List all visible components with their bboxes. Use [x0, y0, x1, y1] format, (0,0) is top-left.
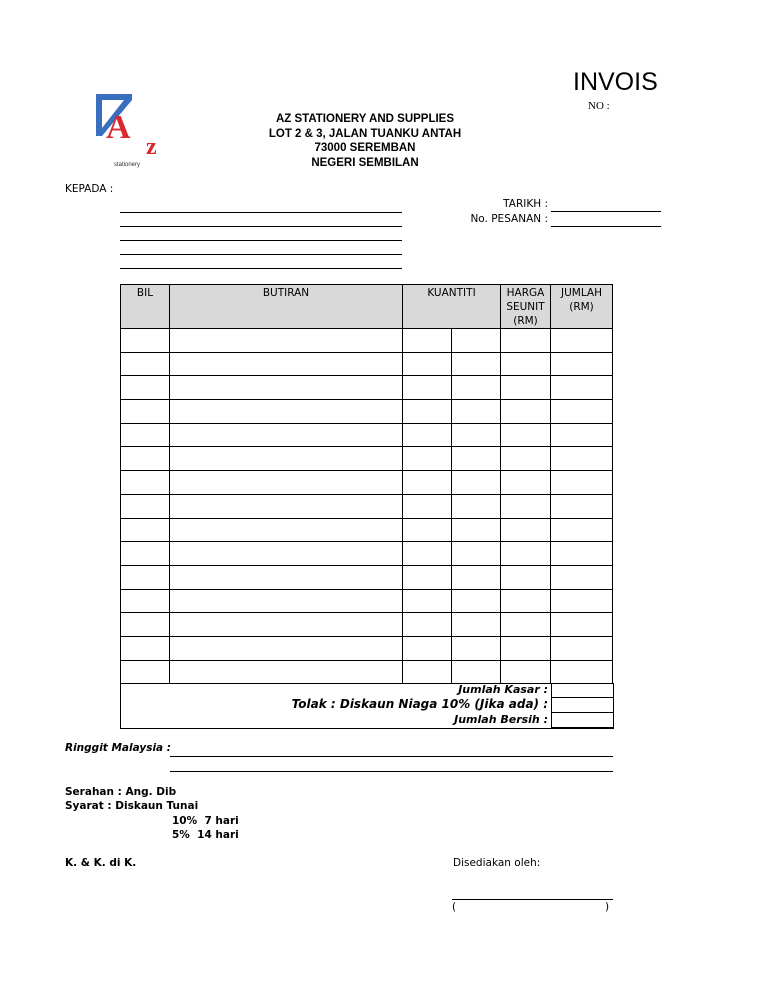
items-table — [120, 284, 613, 684]
cell-bil[interactable] — [121, 542, 170, 566]
table-row — [121, 329, 613, 353]
table-row — [121, 376, 613, 400]
table-row — [121, 613, 613, 637]
table-row — [121, 589, 613, 613]
ringgit-field[interactable] — [170, 756, 613, 757]
cell-total[interactable] — [551, 589, 613, 613]
cell-butiran[interactable] — [170, 636, 403, 660]
cell-butiran[interactable] — [170, 352, 403, 376]
cell-unit[interactable] — [452, 447, 501, 471]
cell-unit-price[interactable] — [501, 589, 551, 613]
header-bil: BIL — [121, 285, 170, 329]
cell-bil[interactable] — [121, 352, 170, 376]
table-row — [121, 494, 613, 518]
cell-total[interactable] — [551, 636, 613, 660]
cell-total[interactable] — [551, 423, 613, 447]
order-number-field[interactable] — [551, 226, 661, 227]
cell-unit[interactable] — [452, 400, 501, 424]
cell-butiran[interactable] — [170, 376, 403, 400]
cell-total[interactable] — [551, 518, 613, 542]
cell-unit-price[interactable] — [501, 329, 551, 353]
header-butiran: BUTIRAN — [170, 285, 403, 329]
cell-unit-price[interactable] — [501, 613, 551, 637]
cell-bil[interactable] — [121, 660, 170, 684]
net-total-field[interactable] — [551, 713, 614, 728]
cell-butiran[interactable] — [170, 613, 403, 637]
cell-total[interactable] — [551, 660, 613, 684]
cell-butiran[interactable] — [170, 565, 403, 589]
cell-unit-price[interactable] — [501, 471, 551, 495]
order-number-label: No. PESANAN : — [470, 213, 548, 225]
cell-unit-price[interactable] — [501, 660, 551, 684]
company-state: NEGERI SEMBILAN — [311, 156, 419, 169]
cell-quantity[interactable] — [403, 518, 452, 542]
cell-quantity[interactable] — [403, 329, 452, 353]
cell-butiran[interactable] — [170, 518, 403, 542]
cell-unit[interactable] — [452, 471, 501, 495]
cell-bil[interactable] — [121, 613, 170, 637]
cell-unit[interactable] — [452, 494, 501, 518]
cell-bil[interactable] — [121, 565, 170, 589]
cell-quantity[interactable] — [403, 636, 452, 660]
cell-quantity[interactable] — [403, 352, 452, 376]
cell-bil[interactable] — [121, 589, 170, 613]
logo-letter-z: z — [146, 134, 157, 160]
cell-unit[interactable] — [452, 518, 501, 542]
delivery-terms: Serahan : Ang. Dib — [65, 786, 177, 798]
cell-butiran[interactable] — [170, 329, 403, 353]
recipient-line[interactable] — [120, 254, 402, 255]
company-name: AZ STATIONERY AND SUPPLIES — [275, 113, 455, 125]
table-row — [121, 518, 613, 542]
cell-unit[interactable] — [452, 376, 501, 400]
cell-unit[interactable] — [452, 636, 501, 660]
cell-total[interactable] — [551, 565, 613, 589]
table-row — [121, 542, 613, 566]
table-header-row — [121, 285, 613, 329]
cell-unit[interactable] — [452, 423, 501, 447]
cell-total[interactable] — [551, 542, 613, 566]
gross-total-field[interactable] — [551, 683, 614, 698]
cell-total[interactable] — [551, 329, 613, 353]
company-logo — [94, 92, 172, 168]
table-row — [121, 636, 613, 660]
discount-label: Tolak : Diskaun Niaga 10% (Jika ada) : — [291, 697, 548, 711]
header-jumlah — [551, 285, 613, 329]
prepared-by-label: Disediakan oleh: — [453, 857, 541, 869]
cell-quantity[interactable] — [403, 400, 452, 424]
cell-bil[interactable] — [121, 518, 170, 542]
cell-unit-price[interactable] — [501, 376, 551, 400]
header-jumlah-line2: (RM) — [569, 301, 594, 313]
logo-graphic — [94, 92, 172, 168]
date-field[interactable] — [551, 211, 661, 212]
cell-quantity[interactable] — [403, 589, 452, 613]
logo-letter-a: A — [106, 109, 131, 146]
cell-bil[interactable] — [121, 423, 170, 447]
ringgit-field[interactable] — [170, 771, 613, 772]
cell-unit-price[interactable] — [501, 636, 551, 660]
company-address — [240, 112, 490, 170]
term-10-percent: 10% 7 hari — [172, 815, 239, 827]
cell-unit[interactable] — [452, 660, 501, 684]
cell-butiran[interactable] — [170, 471, 403, 495]
cell-unit-price[interactable] — [501, 352, 551, 376]
signature-close-paren: ) — [605, 901, 610, 913]
summary-box — [120, 683, 614, 729]
company-address-line1: LOT 2 & 3, JALAN TUANKU ANTAH — [268, 127, 462, 140]
header-kuantiti: KUANTITI — [403, 285, 501, 329]
cell-unit-price[interactable] — [501, 542, 551, 566]
cell-quantity[interactable] — [403, 471, 452, 495]
cell-unit-price[interactable] — [501, 400, 551, 424]
cell-unit-price[interactable] — [501, 565, 551, 589]
cell-butiran[interactable] — [170, 660, 403, 684]
cell-total[interactable] — [551, 494, 613, 518]
cell-bil[interactable] — [121, 447, 170, 471]
gross-total-label: Jumlah Kasar : — [458, 683, 548, 696]
cell-unit[interactable] — [452, 542, 501, 566]
net-total-label: Jumlah Bersih : — [454, 713, 548, 726]
table-row — [121, 660, 613, 684]
ringgit-label: Ringgit Malaysia : — [65, 742, 171, 754]
cell-unit-price[interactable] — [501, 494, 551, 518]
payment-terms: Syarat : Diskaun Tunai — [65, 800, 199, 812]
term-5-percent: 5% 14 hari — [172, 829, 239, 841]
cell-quantity[interactable] — [403, 447, 452, 471]
cell-quantity[interactable] — [403, 494, 452, 518]
cell-unit[interactable] — [452, 565, 501, 589]
cell-total[interactable] — [551, 400, 613, 424]
table-row — [121, 471, 613, 495]
recipient-line[interactable] — [120, 268, 402, 269]
signature-open-paren: ( — [452, 901, 457, 913]
company-address-line2: 73000 SEREMBAN — [314, 142, 416, 154]
logo-caption: stationery — [114, 162, 141, 168]
cell-quantity[interactable] — [403, 423, 452, 447]
table-row — [121, 447, 613, 471]
cell-unit-price[interactable] — [501, 423, 551, 447]
recipient-line[interactable] — [120, 240, 402, 241]
cell-quantity[interactable] — [403, 565, 452, 589]
cell-bil[interactable] — [121, 471, 170, 495]
cell-total[interactable] — [551, 613, 613, 637]
cell-quantity[interactable] — [403, 376, 452, 400]
cell-quantity[interactable] — [403, 542, 452, 566]
discount-field[interactable] — [551, 698, 614, 713]
cell-butiran[interactable] — [170, 400, 403, 424]
cell-total[interactable] — [551, 471, 613, 495]
cell-butiran[interactable] — [170, 589, 403, 613]
header-jumlah-line1: JUMLAH — [560, 287, 602, 299]
cell-unit-price[interactable] — [501, 447, 551, 471]
cell-total[interactable] — [551, 376, 613, 400]
header-harga-line3: (RM) — [513, 315, 538, 327]
invoice-number-label: NO : — [588, 100, 610, 112]
cell-unit[interactable] — [452, 352, 501, 376]
cell-butiran[interactable] — [170, 494, 403, 518]
cell-total[interactable] — [551, 352, 613, 376]
kk-label: K. & K. di K. — [65, 857, 137, 869]
cell-total[interactable] — [551, 447, 613, 471]
cell-bil[interactable] — [121, 400, 170, 424]
cell-unit-price[interactable] — [501, 518, 551, 542]
header-harga-line2: SEUNIT — [506, 301, 545, 313]
cell-quantity[interactable] — [403, 660, 452, 684]
header-harga — [501, 285, 551, 329]
cell-butiran[interactable] — [170, 423, 403, 447]
recipient-line[interactable] — [120, 226, 402, 227]
cell-butiran[interactable] — [170, 542, 403, 566]
cell-bil[interactable] — [121, 636, 170, 660]
signature-line[interactable] — [452, 899, 613, 900]
cell-quantity[interactable] — [403, 613, 452, 637]
cell-bil[interactable] — [121, 329, 170, 353]
date-label: TARIKH : — [503, 198, 548, 210]
invoice-title: INVOIS — [573, 68, 658, 96]
table-row — [121, 352, 613, 376]
cell-bil[interactable] — [121, 376, 170, 400]
header-harga-line1: HARGA — [506, 287, 545, 299]
recipient-line[interactable] — [120, 212, 402, 213]
table-row — [121, 565, 613, 589]
table-row — [121, 400, 613, 424]
cell-unit[interactable] — [452, 613, 501, 637]
recipient-label: KEPADA : — [65, 183, 114, 195]
cell-unit[interactable] — [452, 589, 501, 613]
table-row — [121, 423, 613, 447]
cell-bil[interactable] — [121, 494, 170, 518]
cell-unit[interactable] — [452, 329, 501, 353]
cell-butiran[interactable] — [170, 447, 403, 471]
